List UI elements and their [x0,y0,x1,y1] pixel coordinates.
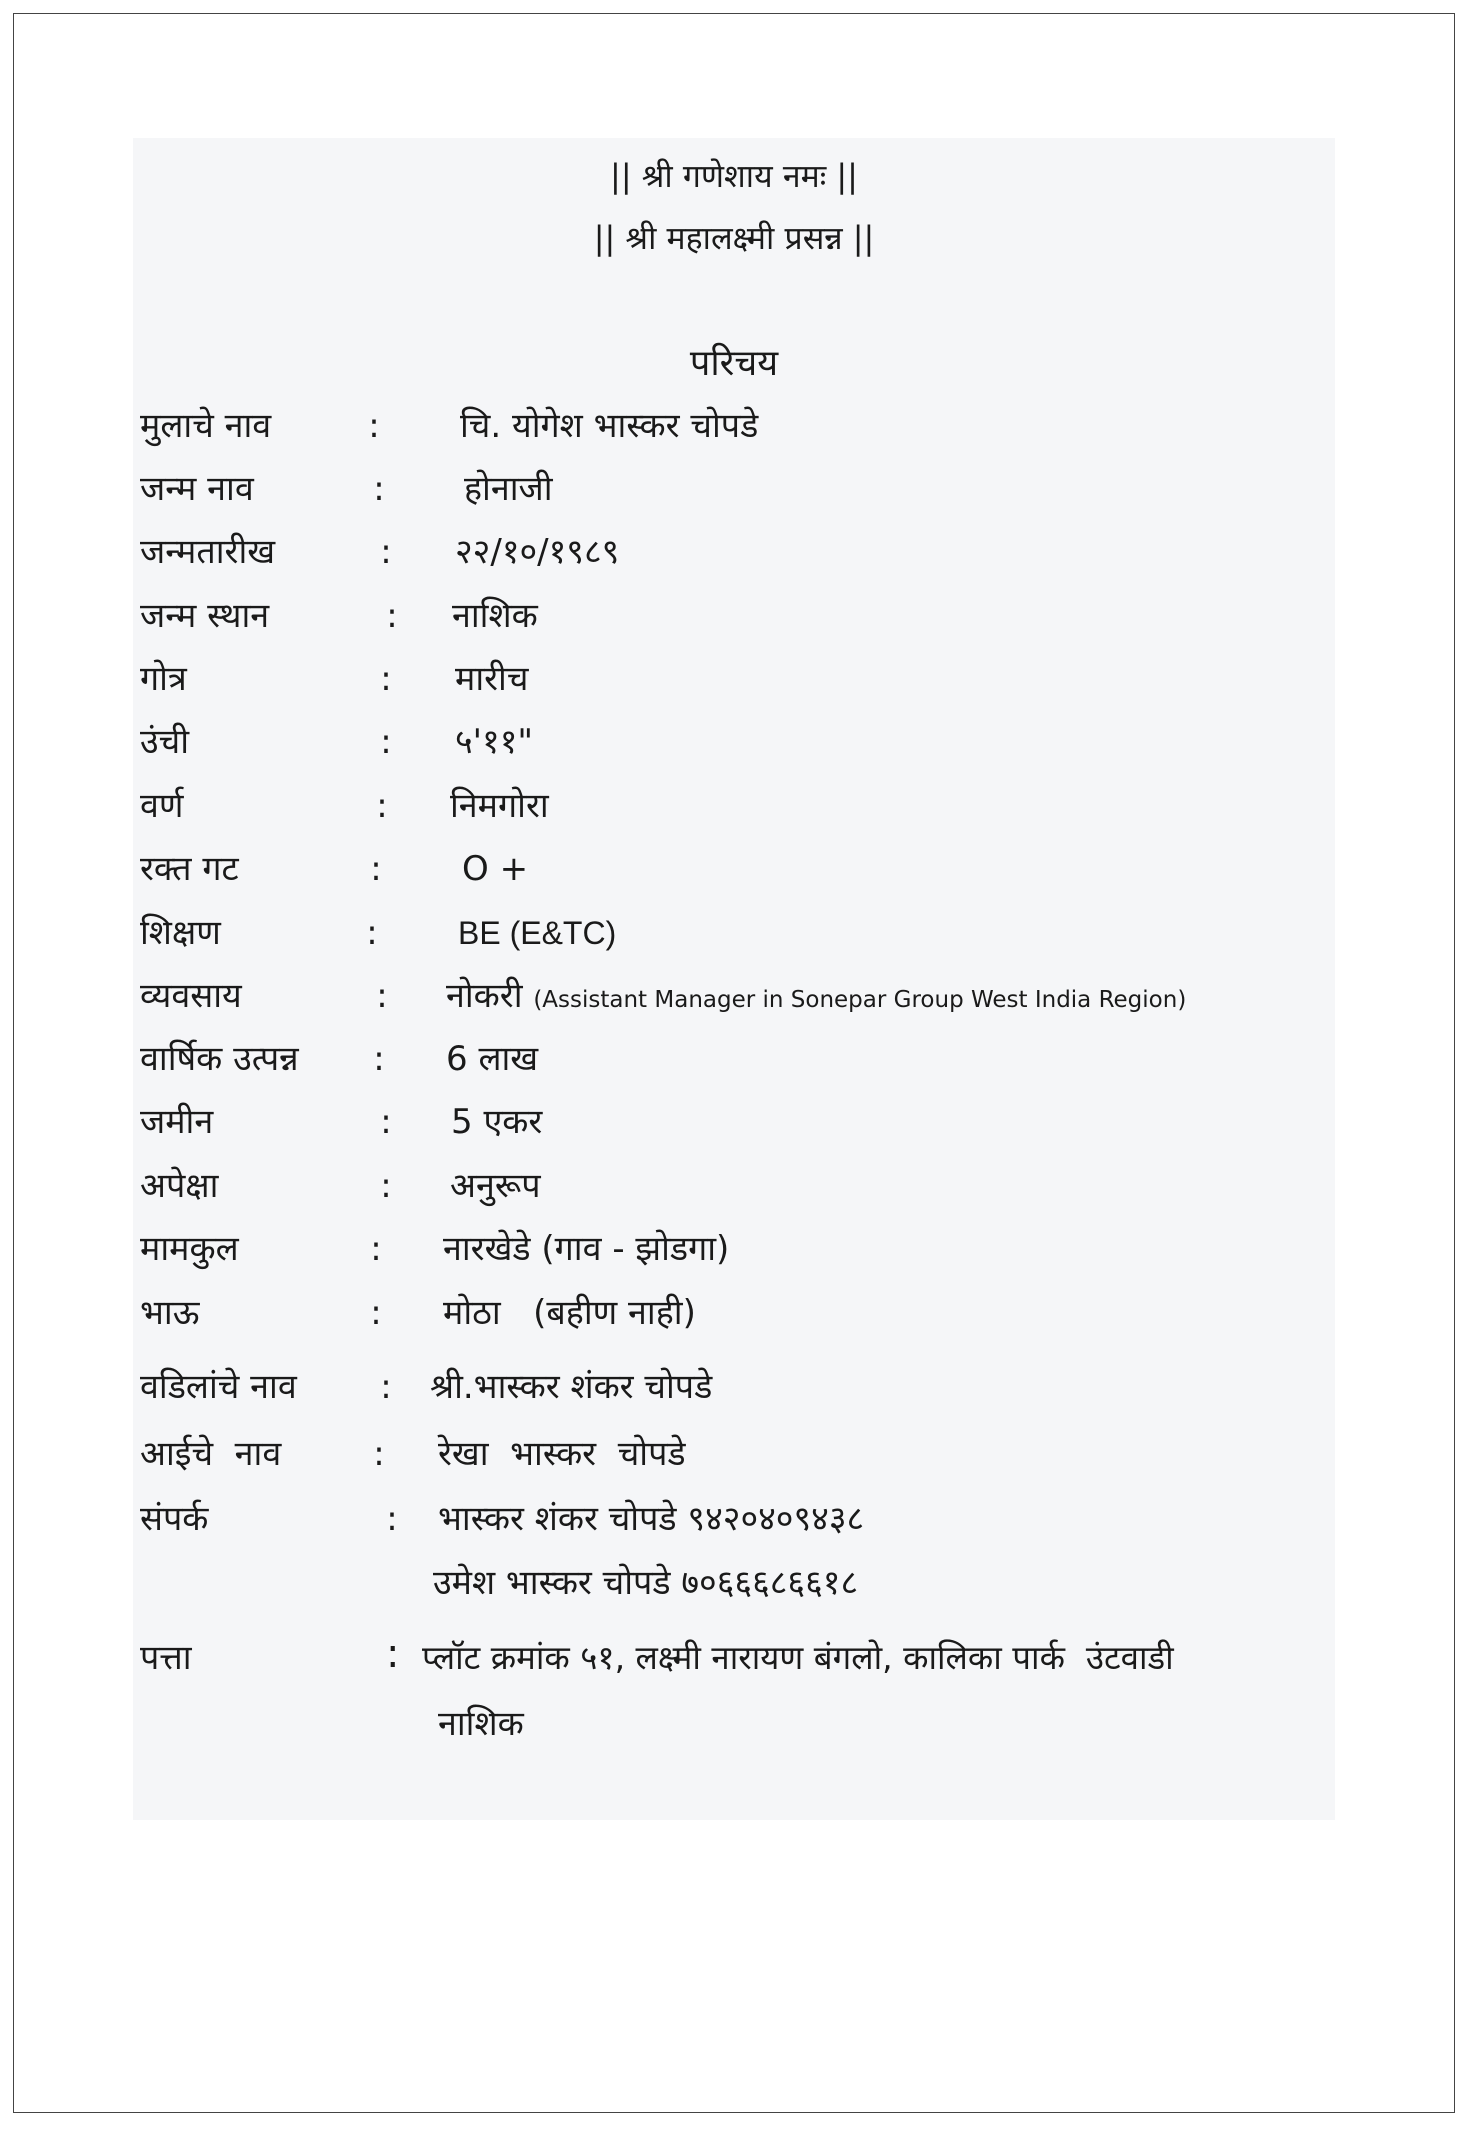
invocation-ganesh: || श्री गणेशाय नमः || [610,157,858,195]
contact-line-1: भास्कर शंकर चोपडे ९४२०४०९४३८ [438,1499,865,1539]
field-value: मोठा (बहीण नाही) [443,1293,696,1333]
field-separator: : [380,659,392,699]
field-value: BE (E&TC) [458,915,617,951]
field-separator: : [373,1434,385,1474]
field-separator: : [370,1293,382,1333]
field-label: वार्षिक उत्पन्न [140,1039,299,1079]
field-label: वडिलांचे नाव [140,1367,297,1407]
field-value: अनुरूप [450,1166,541,1206]
field-label: जन्म नाव [140,469,254,509]
field-separator: : [380,722,392,762]
field-separator: : [380,1166,392,1206]
field-value: चि. योगेश भास्कर चोपडे [460,406,759,446]
field-label: मामकुल [140,1229,239,1269]
field-label: शिक्षण [140,913,221,953]
field-separator: : [380,1102,392,1142]
field-label: आईचे नाव [140,1434,282,1474]
field-value: नारखेडे (गाव - झोडगा) [443,1229,730,1269]
field-value: 6 लाख [446,1039,539,1079]
field-value [446,974,1186,1022]
field-label: जन्म स्थान [140,596,270,636]
field-separator: : [376,786,388,826]
field-value: २२/१०/१९८९ [455,532,620,572]
field-value: ५'११" [455,722,534,762]
field-value: निमगोरा [450,786,549,826]
occupation-note: (Assistant Manager in Sonepar Group West India Region) [533,987,1187,1013]
invocation-mahalakshmi: || श्री महालक्ष्मी प्रसन्न || [593,219,875,257]
field-value: नाशिक [452,596,538,636]
field-label: व्यवसाय [140,976,242,1016]
field-value: 5 एकर [451,1102,543,1142]
contact-line-2: उमेश भास्कर चोपडे ७०६६६८६६१८ [433,1563,859,1603]
field-value: श्री.भास्कर शंकर चोपडे [430,1367,713,1407]
field-separator: : [373,1039,385,1079]
field-separator: : [380,1367,392,1407]
field-label: संपर्क [140,1499,209,1539]
field-label: जन्मतारीख [140,532,276,572]
field-label: अपेक्षा [140,1166,219,1206]
field-separator: : [376,976,388,1016]
field-label: पत्ता [140,1638,192,1678]
field-separator: : [370,849,382,889]
field-separator: : [386,1631,400,1677]
field-value: O + [462,849,529,889]
field-separator: : [380,532,392,572]
field-value: मारीच [455,659,529,699]
address-line-2: नाशिक [438,1704,524,1744]
address-line-1: प्लॉट क्रमांक ५१, लक्ष्मी नारायण बंगलो, कालिका पार्क उंटवाडी [422,1638,1174,1677]
field-separator: : [368,406,380,446]
field-label: भाऊ [140,1293,200,1333]
field-separator: : [370,1229,382,1269]
field-separator: : [366,913,378,953]
occupation-value: नोकरी [446,976,523,1016]
field-label: मुलाचे नाव [140,406,272,446]
field-label: वर्ण [140,786,184,826]
field-label: जमीन [140,1102,214,1142]
field-value: रेखा भास्कर चोपडे [438,1434,686,1474]
field-label: रक्त गट [140,849,239,889]
field-value: होनाजी [464,469,553,509]
field-separator: : [386,596,398,636]
field-label: उंची [140,722,190,762]
page-title: परिचय [689,343,779,384]
field-separator: : [373,469,385,509]
field-label: गोत्र [140,659,187,699]
field-separator: : [386,1499,398,1539]
